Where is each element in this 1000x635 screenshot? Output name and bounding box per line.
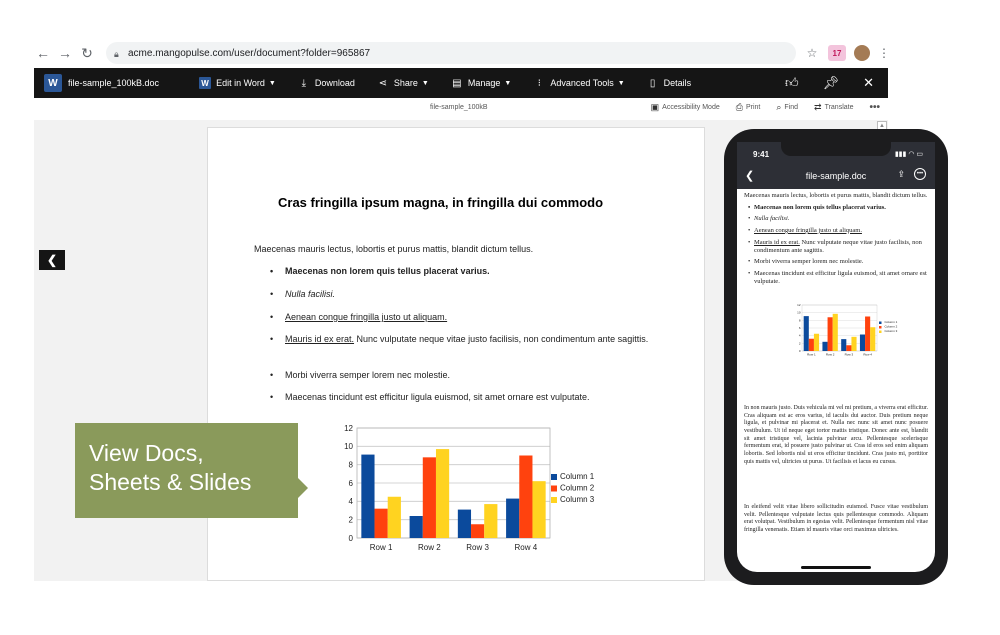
advanced-tools-label: Advanced Tools xyxy=(550,78,614,88)
back-chevron-icon[interactable]: ❮ xyxy=(745,170,755,182)
list-item: • Nulla facilisi. xyxy=(270,289,335,299)
edit-in-word-label: Edit in Word xyxy=(216,78,265,88)
share-icon: ⋖ xyxy=(378,77,388,89)
back-arrow-icon[interactable]: ← xyxy=(36,45,50,61)
more-options-button[interactable] xyxy=(869,102,880,113)
details-label: Details xyxy=(663,78,692,88)
list-item xyxy=(270,334,670,345)
legend-swatch xyxy=(879,326,882,329)
legend-swatch xyxy=(551,497,557,503)
list-item xyxy=(744,227,928,235)
more-horizontal-icon: ••• xyxy=(869,102,880,113)
download-button[interactable] xyxy=(298,77,355,89)
phone-header xyxy=(737,142,935,189)
bar xyxy=(423,457,436,538)
list-item-text: Nunc vulputate neque vitae justo facilisis, non condimentum ante sagittis. xyxy=(754,238,922,254)
extension-icon[interactable]: 17 xyxy=(828,45,846,61)
legend-swatch xyxy=(879,331,882,334)
bar xyxy=(860,335,865,351)
tools-icon: ⁝ xyxy=(537,77,541,89)
close-icon[interactable]: ✕ xyxy=(863,75,874,90)
print-icon: ⎙ xyxy=(735,102,743,112)
document-subbar xyxy=(34,98,888,120)
x-tick-label: Row 1 xyxy=(369,543,393,552)
y-tick-label: 0 xyxy=(348,533,353,543)
download-icon: ⤓ xyxy=(301,77,307,89)
phone-bar-chart-svg xyxy=(795,302,898,364)
search-icon: ⌕ xyxy=(776,102,782,112)
chevron-down-icon: ▼ xyxy=(504,79,512,87)
phone-paragraph-2: In eleifend velit vitae libero sollicitudin euismod. Fusce vitae vestibulum velit. Pellentesque vulputate lectus quis pellentesque commodo. Aliquam erat volutpat. Vestibulum in egestas velit. Pellentesque fermentum nisl vitae fringilla venenatis. Etiam id mauris vitae orci maximus ultricies. xyxy=(744,504,928,534)
legend-swatch xyxy=(551,474,557,480)
x-tick-label: Row 3 xyxy=(466,543,489,552)
bar xyxy=(532,481,545,538)
list-item-text: Aenean congue fringilla justo ut aliquam. xyxy=(754,226,862,234)
phone-bar-chart xyxy=(795,302,898,364)
list-item: • Morbi viverra semper lorem nec molestie. xyxy=(270,370,450,380)
y-tick-label: 8 xyxy=(798,318,801,323)
bar xyxy=(833,314,838,351)
pin-icon[interactable]: 📌︎ xyxy=(822,75,840,90)
edit-in-word-button[interactable] xyxy=(199,77,276,89)
lock-icon: 🔒︎ xyxy=(114,49,119,59)
accessibility-mode-button[interactable] xyxy=(651,102,720,113)
manage-label: Manage xyxy=(467,78,501,88)
document-title: file-sample_100kB xyxy=(430,104,488,111)
promo-line-2: Sheets & Slides xyxy=(89,469,252,495)
y-tick-label: 6 xyxy=(348,478,353,488)
bar xyxy=(375,509,388,538)
status-icons: ▮▮▮ ◠ ▭ xyxy=(894,151,923,158)
x-tick-label: Row 4 xyxy=(514,543,538,552)
legend-label: Column 2 xyxy=(884,324,898,329)
accessibility-icon: ▣ xyxy=(650,102,660,112)
list-item xyxy=(270,312,447,322)
bar xyxy=(436,449,449,538)
bar xyxy=(471,524,484,538)
share-button[interactable] xyxy=(377,77,429,89)
details-button[interactable] xyxy=(647,77,692,89)
download-label: Download xyxy=(314,78,355,88)
document-toolbar xyxy=(34,68,888,98)
y-tick-label: 4 xyxy=(348,497,353,507)
browser-address-bar xyxy=(34,40,888,66)
phone-paragraph-1: In non mauris justo. Duis vehicula mi vel mi pretium, a viverra erat efficitur. Cras aliquam est ac eros varius, id iaculis dui auctor. Duis pretium neque ligula, et pulvinar mi placerat et. Nulla nec nunc sit amet nunc posuere vestibulum. Ut id neque eget tortor mattis tristique. Donec ante est, blandit sit amet tristique vel, lacinia pulvinar arcu. Pellentesque scelerisque fermentum erat, id posuere justo pulvinar ut. Cras id eros sed enim aliquam lobortis. Sed lobortis nisl ut eros efficitur tincidunt. Cras justo mi, porttitor quis mattis vel, ultricies ut purus. Ut facilisis et lacus eu cursus. xyxy=(744,405,928,465)
bar xyxy=(870,327,875,351)
accessibility-mode-label: Accessibility Mode xyxy=(662,104,720,111)
profile-avatar[interactable] xyxy=(854,45,870,61)
y-tick-label: 0 xyxy=(798,349,801,354)
url-input[interactable] xyxy=(106,42,796,64)
bar xyxy=(846,345,851,351)
bar xyxy=(841,339,846,351)
list-item: • Morbi viverra semper lorem nec molestie. xyxy=(744,258,928,266)
y-tick-label: 10 xyxy=(797,310,801,315)
print-button[interactable] xyxy=(736,102,761,113)
bar xyxy=(809,339,814,351)
bar xyxy=(361,455,374,538)
chevron-down-icon: ▼ xyxy=(617,79,625,87)
share-upload-icon[interactable]: ⇪ xyxy=(897,169,905,179)
x-tick-label: Row 3 xyxy=(844,352,854,357)
bar xyxy=(865,317,870,352)
list-item-underlined: Mauris id ex erat. xyxy=(754,238,800,246)
list-item: • Maecenas tincidunt est efficitur ligula euismod, sit amet ornare est vulputate. xyxy=(270,392,590,402)
find-button[interactable] xyxy=(776,102,798,113)
translate-icon: ⇄ xyxy=(814,102,822,112)
phone-doc-title: file-sample.doc xyxy=(805,171,867,181)
find-label: Find xyxy=(784,104,799,111)
document-intro: Maecenas mauris lectus, lobortis et purus mattis, blandit dictum tellus. xyxy=(254,244,534,254)
y-tick-label: 2 xyxy=(798,341,801,346)
legend-swatch xyxy=(879,322,882,325)
promo-banner xyxy=(75,423,298,518)
y-tick-label: 4 xyxy=(798,333,801,338)
toolbar-right-actions xyxy=(785,68,874,98)
details-icon: ▯ xyxy=(649,77,656,89)
document-heading: Cras fringilla ipsum magna, in fringilla dui commodo xyxy=(278,195,604,210)
print-label: Print xyxy=(745,104,761,111)
legend-label: Column 3 xyxy=(560,495,595,504)
bar xyxy=(822,342,827,351)
list-item: • Nulla facilisi. xyxy=(744,215,928,223)
x-tick-label: Row 2 xyxy=(825,352,835,357)
legend-label: Column 1 xyxy=(560,472,595,481)
chevron-left-icon: ❮ xyxy=(46,253,58,267)
file-name: file-sample_100kB.doc xyxy=(68,78,160,88)
browser-menu-icon[interactable]: ⋮ xyxy=(878,46,890,60)
status-time: 9:41 xyxy=(753,150,770,159)
y-tick-label: 10 xyxy=(344,442,353,452)
bar xyxy=(506,499,519,538)
bar xyxy=(388,497,401,538)
list-item: • Maecenas tincidunt est efficitur ligula euismod, sit amet ornare est vulputate. xyxy=(744,270,928,286)
url-text: acme.mangopulse.com/user/document?folder=965867 xyxy=(128,47,371,59)
promo-arrow xyxy=(298,478,308,498)
chevron-down-icon: ▼ xyxy=(421,79,429,87)
bar xyxy=(851,337,856,351)
phone-screen xyxy=(737,142,935,572)
phone-intro: Maecenas mauris lectus, lobortis et purus mattis, blandit dictum tellus. xyxy=(744,192,928,199)
reload-icon[interactable]: ↻ xyxy=(81,44,93,61)
legend-label: Column 1 xyxy=(884,320,898,324)
translate-button[interactable] xyxy=(814,102,853,113)
y-tick-label: 6 xyxy=(798,326,801,331)
bar-chart-svg xyxy=(337,422,607,562)
legend-swatch xyxy=(551,486,557,492)
bookmark-star-icon[interactable]: ☆ xyxy=(806,46,818,60)
subbar-actions xyxy=(651,102,880,113)
list-item: • Maecenas non lorem quis tellus placerat varius. xyxy=(744,204,928,212)
more-circle-icon[interactable]: ••• xyxy=(914,168,926,180)
manage-icon: ▤ xyxy=(452,77,462,89)
list-item xyxy=(744,239,928,255)
word-file-icon: W xyxy=(44,74,62,92)
bar xyxy=(814,334,819,351)
promo-line-1: View Docs, xyxy=(89,440,204,466)
bar xyxy=(458,510,471,538)
bar xyxy=(484,504,497,538)
chevron-down-icon: ▼ xyxy=(268,79,276,87)
translate-label: Translate xyxy=(824,104,854,111)
scroll-up-arrow-icon[interactable]: ▲ xyxy=(877,121,887,131)
phone-notch xyxy=(781,142,891,156)
home-indicator xyxy=(801,566,871,569)
list-item-text: Aenean congue fringilla justo ut aliquam. xyxy=(285,312,448,322)
bar xyxy=(828,317,833,351)
list-item-text: Nunc vulputate neque vitae justo facilisis, non condimentum ante sagittis. xyxy=(354,334,649,344)
manage-button[interactable] xyxy=(451,77,511,89)
bar xyxy=(410,516,423,538)
y-tick-label: 2 xyxy=(348,515,353,525)
word-icon: W xyxy=(199,77,211,89)
list-item: • Maecenas non lorem quis tellus placerat varius. xyxy=(270,266,490,276)
advanced-tools-button[interactable] xyxy=(533,77,624,89)
thumbs-up-icon[interactable]: 👍︎ xyxy=(784,75,799,90)
y-tick-label: 12 xyxy=(344,423,353,433)
previous-page-button[interactable] xyxy=(39,250,65,270)
phone-document-body xyxy=(744,192,928,286)
legend-label: Column 2 xyxy=(560,483,595,493)
x-tick-label: Row 2 xyxy=(418,543,441,552)
share-label: Share xyxy=(393,78,418,88)
x-tick-label: Row 1 xyxy=(807,352,816,357)
forward-arrow-icon[interactable]: → xyxy=(58,45,72,61)
legend-label: Column 3 xyxy=(884,329,898,333)
y-tick-label: 12 xyxy=(797,303,801,308)
list-item-underlined: Mauris id ex erat. xyxy=(285,334,355,344)
y-tick-label: 8 xyxy=(348,460,353,470)
bar xyxy=(519,456,532,539)
bar xyxy=(804,316,809,351)
x-tick-label: Row 4 xyxy=(863,352,872,357)
bar-chart xyxy=(337,422,607,562)
